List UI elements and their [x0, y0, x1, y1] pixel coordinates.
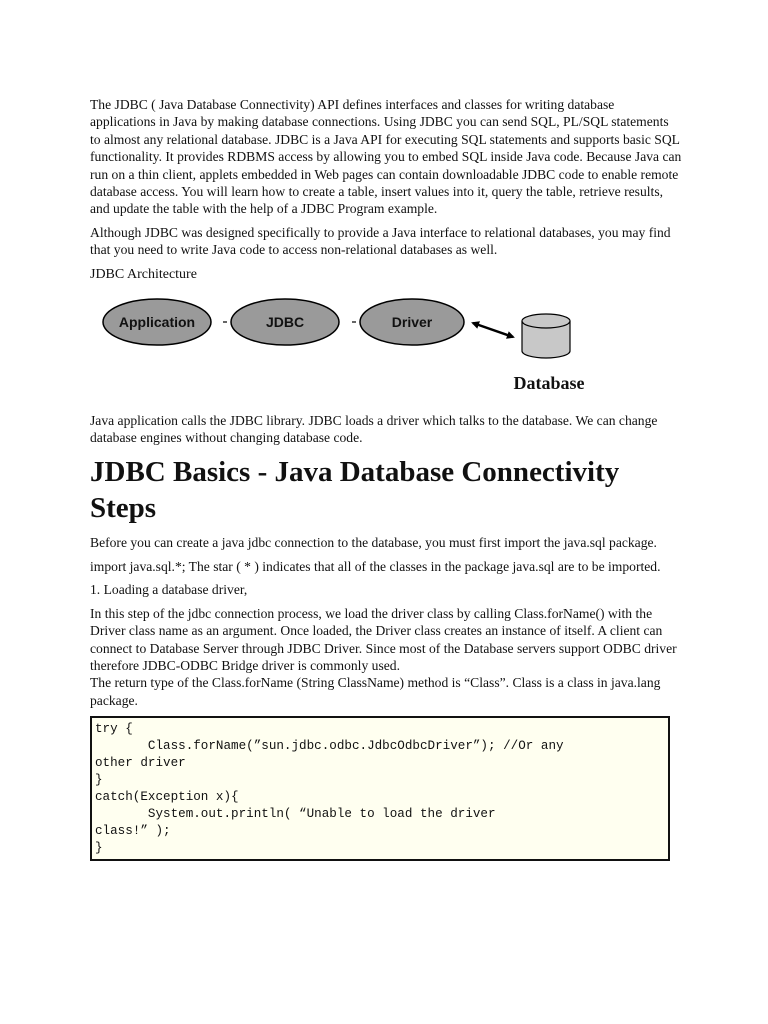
node-application-label: Application	[118, 313, 196, 330]
non-relational-paragraph: Although JDBC was designed specifically to provide a Java interface to relational databases, you may find that you need to write Java code to access non-relational databases as well.	[90, 224, 671, 258]
before-import-paragraph: Before you can create a java jdbc connection to the database, you must first import the java.sql package.	[90, 535, 657, 551]
node-jdbc-label: JDBC	[265, 313, 305, 330]
jdbc-architecture-diagram	[90, 287, 682, 405]
architecture-label: JDBC Architecture	[90, 266, 197, 282]
import-note-paragraph: import java.sql.*; The star ( * ) indicates that all of the classes in the package java.sql are to be imported.	[90, 558, 661, 574]
code-line: System.out.println( “Unable to load the driver	[95, 807, 496, 822]
code-line: Class.forName(”sun.jdbc.odbc.JdbcOdbcDriver”); //Or any	[95, 739, 564, 754]
code-block	[90, 716, 670, 861]
diagram-svg	[90, 287, 682, 405]
code-line: catch(Exception x){	[95, 790, 239, 805]
step-detail-paragraph: In this step of the jdbc connection process, we load the driver class by calling Class.forName() with the Driver class name as an argument. Once loaded, the Driver class creates an instance of itself. A client can connect to Database Server through JDBC Driver. Since most of the Database servers support ODBC driver therefore JDBC-ODBC Bridge driver is commonly used.	[90, 605, 677, 673]
database-label: Database	[513, 372, 585, 393]
return-type-paragraph: The return type of the Class.forName (String ClassName) method is “Class”. Class is a class in java.lang package.	[90, 675, 661, 708]
code-line: }	[95, 841, 103, 856]
node-driver-label: Driver	[391, 313, 433, 330]
code-line: class!” );	[95, 824, 171, 839]
section-heading: JDBC Basics - Java Database Connectivity Steps	[90, 456, 620, 525]
code-line: try {	[95, 722, 133, 737]
database-cylinder-icon	[522, 314, 570, 358]
document-page	[90, 96, 682, 861]
code-line: other driver	[95, 756, 186, 771]
java-application-paragraph: Java application calls the JDBC library. JDBC loads a driver which talks to the database. We can change database engines without changing database code.	[90, 412, 658, 446]
intro-paragraph: The JDBC ( Java Database Connectivity) API defines interfaces and classes for writing database applications in Java by making database connections. Using JDBC you can send SQL, PL/SQL statements to almost any relational database. JDBC is a Java API for executing SQL statements and supports basic SQL functionality. It provides RDBMS access by allowing you to embed SQL inside Java code. Because Java can run on a thin client, applets embedded in Web pages can contain downloadable JDBC code to enable remote database access. You will learn how to create a table, insert values into it, query the table, retrieve results, and update the table with the help of a JDBC Program example.	[90, 97, 682, 217]
code-line: }	[95, 773, 103, 788]
driver-database-arrow	[473, 323, 513, 337]
step-one-heading: 1. Loading a database driver,	[90, 582, 248, 598]
